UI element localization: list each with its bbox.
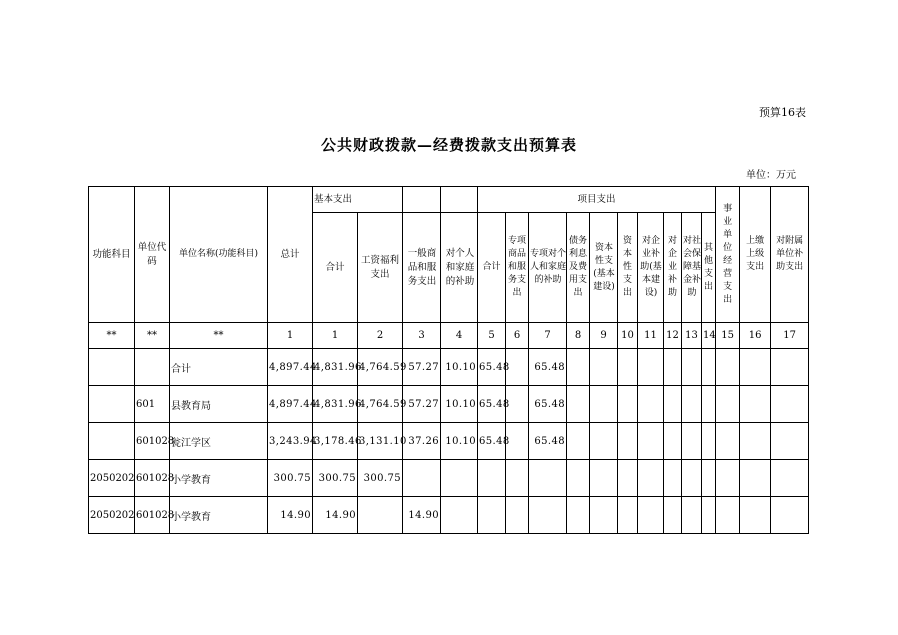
- cell-basic-total: 4,831.96: [313, 349, 358, 386]
- cell-goods: 57.27: [403, 349, 441, 386]
- header-capital2-text: 资本性支出: [623, 236, 633, 298]
- cell-proj-total: 65.48: [478, 423, 506, 460]
- index-cell: 9: [590, 323, 618, 349]
- cell-empty: [618, 386, 638, 423]
- cell-empty: [638, 423, 664, 460]
- cell-empty: [740, 460, 771, 497]
- cell-empty: [682, 460, 702, 497]
- cell-empty: [506, 497, 529, 534]
- cell-empty: [590, 349, 618, 386]
- header-wage-text: 工资福利支出: [360, 254, 399, 280]
- cell-empty: [702, 497, 716, 534]
- cell-code: 601: [135, 386, 170, 423]
- header-enterprise-text: 对企业补助(基本建设): [640, 236, 662, 298]
- cell-personal: 10.10: [441, 349, 478, 386]
- index-cell: 12: [664, 323, 682, 349]
- page-title: 公共财政拨款—经费拨款支出预算表: [320, 136, 577, 154]
- cell-empty: [664, 497, 682, 534]
- cell-empty: [771, 460, 809, 497]
- header-business-text: 事业单位经营支出: [723, 203, 733, 305]
- cell-personal: [441, 460, 478, 497]
- cell-empty: [716, 460, 740, 497]
- cell-special-personal: 65.48: [529, 386, 567, 423]
- cell-special-personal: [529, 497, 567, 534]
- cell-empty: [567, 460, 590, 497]
- unit-label: 单位：万元: [746, 170, 796, 181]
- index-cell: 7: [529, 323, 567, 349]
- header-wage: [358, 213, 403, 323]
- cell-wage: 4,764.59: [358, 349, 403, 386]
- table-row: [89, 349, 809, 386]
- index-row: [89, 323, 809, 349]
- cell-special-personal: 65.48: [529, 423, 567, 460]
- header-affiliated: [771, 187, 809, 323]
- cell-empty: [590, 497, 618, 534]
- cell-func: [89, 423, 135, 460]
- cell-wage: 3,131.10: [358, 423, 403, 460]
- cell-personal: 10.10: [441, 423, 478, 460]
- index-cell: 6: [506, 323, 529, 349]
- cell-empty: [664, 460, 682, 497]
- cell-code: 601028: [135, 460, 170, 497]
- cell-empty: [638, 497, 664, 534]
- header-unit-code-text: 单位代码: [137, 241, 167, 267]
- cell-proj-total: 65.48: [478, 349, 506, 386]
- cell-empty: [702, 386, 716, 423]
- header-row-1: [89, 187, 809, 213]
- index-cell: 2: [358, 323, 403, 349]
- cell-empty: [716, 423, 740, 460]
- form-number: 预算16表: [759, 106, 806, 119]
- cell-func: 2050202: [89, 497, 135, 534]
- cell-proj-total: [478, 460, 506, 497]
- index-cell: 11: [638, 323, 664, 349]
- cell-total: 3,243.94: [268, 423, 313, 460]
- index-cell: 14: [702, 323, 716, 349]
- cell-empty: [567, 386, 590, 423]
- cell-empty: [618, 423, 638, 460]
- cell-empty: [716, 497, 740, 534]
- index-cell: 1: [268, 323, 313, 349]
- cell-empty: [771, 349, 809, 386]
- cell-goods: 37.26: [403, 423, 441, 460]
- cell-empty: [682, 349, 702, 386]
- cell-goods: 57.27: [403, 386, 441, 423]
- header-other-text: 其他支出: [704, 242, 714, 292]
- cell-code: 601028: [135, 423, 170, 460]
- cell-name: 合计: [170, 349, 268, 386]
- header-capital2: [618, 213, 638, 323]
- cell-empty: [664, 423, 682, 460]
- cell-empty: [716, 386, 740, 423]
- cell-wage: [358, 497, 403, 534]
- cell-empty: [638, 460, 664, 497]
- cell-proj-total: [478, 497, 506, 534]
- table-row: [89, 460, 809, 497]
- cell-empty: [618, 460, 638, 497]
- cell-total: 4,897.44: [268, 349, 313, 386]
- header-proj-total: 合计: [478, 213, 506, 323]
- cell-name: 县教育局: [170, 386, 268, 423]
- cell-name: 小学教育: [170, 497, 268, 534]
- index-cell: 3: [403, 323, 441, 349]
- header-special-goods-text: 专项商品和服务支出: [508, 236, 527, 298]
- cell-empty: [740, 497, 771, 534]
- header-personal: [441, 213, 478, 323]
- cell-basic-total: 14.90: [313, 497, 358, 534]
- cell-empty: [638, 386, 664, 423]
- header-social: [682, 213, 702, 323]
- cell-empty: [771, 386, 809, 423]
- budget-table: [88, 186, 809, 534]
- header-superior: [740, 187, 771, 323]
- cell-basic-total: 4,831.96: [313, 386, 358, 423]
- header-basic-total: 合计: [313, 213, 358, 323]
- header-special-goods: [506, 213, 529, 323]
- cell-total: 14.90: [268, 497, 313, 534]
- header-capital-text: 资本性支(基本建设): [593, 242, 615, 292]
- cell-empty: [740, 423, 771, 460]
- table-row: [89, 386, 809, 423]
- header-goods-text: 一般商品和服务支出: [407, 247, 437, 287]
- header-superior-text: 上缴上级支出: [746, 236, 765, 272]
- cell-empty: [740, 349, 771, 386]
- cell-empty: [702, 460, 716, 497]
- header-enterprise2-text: 对企业补助: [668, 236, 678, 298]
- cell-basic-total: 300.75: [313, 460, 358, 497]
- index-cell: 17: [771, 323, 809, 349]
- header-debt-text: 债务利息及费用支出: [569, 236, 588, 298]
- cell-empty: [638, 349, 664, 386]
- header-personal-text: 对个人和家庭的补助: [445, 247, 475, 287]
- cell-empty: [590, 386, 618, 423]
- cell-basic-total: 3,178.46: [313, 423, 358, 460]
- cell-personal: [441, 497, 478, 534]
- cell-code: [135, 349, 170, 386]
- cell-empty: [618, 497, 638, 534]
- cell-name: 小学教育: [170, 460, 268, 497]
- cell-empty: [506, 460, 529, 497]
- cell-name: 瓮江学区: [170, 423, 268, 460]
- cell-goods: 14.90: [403, 497, 441, 534]
- header-enterprise2: [664, 213, 682, 323]
- cell-func: [89, 349, 135, 386]
- cell-special-personal: 65.48: [529, 349, 567, 386]
- cell-func: 2050202: [89, 460, 135, 497]
- header-func-subject: 功能科目: [89, 187, 135, 323]
- cell-empty: [740, 386, 771, 423]
- header-blank-1: [403, 187, 441, 213]
- header-affiliated-text: 对附属单位补助支出: [776, 236, 804, 272]
- cell-func: [89, 386, 135, 423]
- index-cell: 10: [618, 323, 638, 349]
- header-debt: [567, 213, 590, 323]
- cell-personal: 10.10: [441, 386, 478, 423]
- header-unit-name: 单位名称(功能科目): [170, 187, 268, 323]
- index-cell: **: [89, 323, 135, 349]
- cell-total: 300.75: [268, 460, 313, 497]
- index-cell: 4: [441, 323, 478, 349]
- header-business: [716, 187, 740, 323]
- index-cell: 8: [567, 323, 590, 349]
- header-special-personal: [529, 213, 567, 323]
- header-enterprise: [638, 213, 664, 323]
- cell-empty: [618, 349, 638, 386]
- cell-special-personal: [529, 460, 567, 497]
- header-total: 总计: [268, 187, 313, 323]
- cell-empty: [716, 349, 740, 386]
- header-social-text: 对社会保障基金补助: [683, 236, 702, 298]
- index-cell: **: [135, 323, 170, 349]
- cell-empty: [664, 349, 682, 386]
- header-capital: [590, 213, 618, 323]
- cell-wage: 300.75: [358, 460, 403, 497]
- cell-empty: [567, 497, 590, 534]
- header-unit-code: [135, 187, 170, 323]
- index-cell: **: [170, 323, 268, 349]
- table-row: [89, 423, 809, 460]
- header-basic: 基本支出: [313, 187, 403, 213]
- cell-total: 4,897.44: [268, 386, 313, 423]
- cell-empty: [567, 423, 590, 460]
- cell-goods: [403, 460, 441, 497]
- cell-empty: [702, 349, 716, 386]
- table-row: [89, 497, 809, 534]
- header-special-personal-text: 专项对个人和家庭的补助: [530, 249, 567, 285]
- header-project: 项目支出: [478, 187, 716, 213]
- cell-empty: [590, 460, 618, 497]
- cell-empty: [664, 386, 682, 423]
- cell-code: 601028: [135, 497, 170, 534]
- index-cell: 1: [313, 323, 358, 349]
- header-other: [702, 213, 716, 323]
- cell-proj-total: 65.48: [478, 386, 506, 423]
- index-cell: 13: [682, 323, 702, 349]
- cell-empty: [682, 423, 702, 460]
- cell-empty: [590, 423, 618, 460]
- cell-empty: [682, 497, 702, 534]
- header-goods: [403, 213, 441, 323]
- cell-empty: [682, 386, 702, 423]
- cell-empty: [771, 423, 809, 460]
- cell-empty: [771, 497, 809, 534]
- cell-empty: [567, 349, 590, 386]
- cell-wage: 4,764.59: [358, 386, 403, 423]
- index-cell: 15: [716, 323, 740, 349]
- index-cell: 16: [740, 323, 771, 349]
- index-cell: 5: [478, 323, 506, 349]
- header-blank-2: [441, 187, 478, 213]
- cell-empty: [702, 423, 716, 460]
